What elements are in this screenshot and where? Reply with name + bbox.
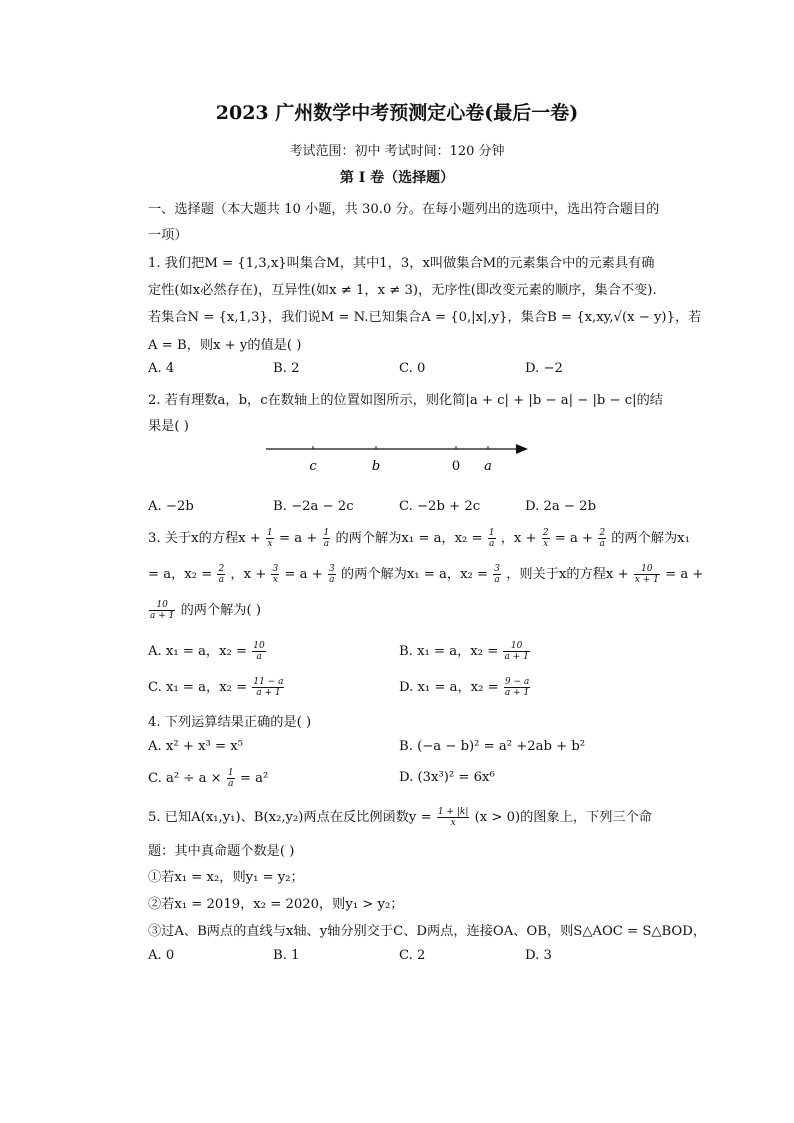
q1-option-d[interactable]: D. −2 — [525, 361, 563, 376]
q5-text-line2: 题：其中真命题个数是( ) — [148, 844, 295, 859]
denominator: a + 1 — [504, 652, 529, 662]
q3-seg: 的两个解为x₁ = a，x₂ = — [335, 531, 483, 546]
numerator: 2 — [599, 528, 606, 538]
q3-option-b[interactable] — [399, 640, 531, 662]
option-text: B. x₁ = a，x₂ = — [399, 644, 499, 659]
fraction — [488, 528, 496, 549]
q4-text-line1: 4. 下列运算结果正确的是( ) — [148, 715, 312, 730]
fraction — [227, 768, 235, 789]
q1-option-b[interactable]: B. 2 — [273, 361, 300, 376]
axis-label-b: b — [371, 459, 381, 474]
q2-option-d[interactable]: D. 2a − 2b — [525, 499, 597, 514]
fraction — [493, 564, 501, 585]
denominator: a — [599, 539, 605, 549]
fraction — [598, 528, 606, 549]
fraction — [217, 564, 225, 585]
q5-option-c[interactable]: C. 2 — [399, 948, 426, 963]
axis-label-c: c — [309, 459, 317, 474]
fraction — [323, 528, 331, 549]
q3-option-d[interactable] — [399, 676, 531, 698]
fraction — [542, 528, 550, 549]
numerator: 10 — [253, 641, 265, 651]
denominator: x — [272, 575, 278, 585]
option-text: = a² — [239, 771, 269, 786]
axis-label-a: a — [484, 459, 492, 474]
numerator: 1 — [323, 528, 330, 538]
q3-seg: = a + — [278, 531, 318, 546]
numerator: 9 − a — [504, 677, 530, 687]
q5-seg: 5. 已知A(x₁,y₁)、B(x₂,y₂)两点在反比例函数y = — [148, 810, 432, 825]
q1-text-line1: 1. 我们把M = {1,3,x}叫集合M，其中1，3，x叫做集合M的元素集合中的元素具有确 — [148, 256, 655, 271]
numerator: 2 — [542, 528, 549, 538]
fraction — [149, 600, 175, 621]
q3-seg: 的两个解为x₁ = a，x₂ = — [340, 567, 489, 582]
numerator: 1 + |k| — [437, 807, 469, 817]
volume-heading: 第 I 卷（选择题） — [339, 170, 455, 186]
exam-info: 考试范围：初中 考试时间：120 分钟 — [289, 144, 505, 159]
fraction — [328, 564, 336, 585]
q4-option-a[interactable]: A. x² + x³ = x⁵ — [148, 739, 243, 754]
denominator: a — [323, 539, 330, 549]
q2-text-line1: 2. 若有理数a，b，c在数轴上的位置如图所示，则化简|a + c| + |b − a| − |b − c|的结 — [148, 393, 663, 408]
q3-seg: 的两个解为( ) — [180, 603, 261, 618]
q5-option-a[interactable]: A. 0 — [148, 948, 175, 963]
q3-text-line2 — [148, 563, 703, 585]
fraction — [503, 641, 529, 662]
numerator: 1 — [488, 528, 495, 538]
denominator: x — [450, 818, 456, 828]
q3-seg: = a，x₂ = — [148, 567, 213, 582]
fraction — [634, 564, 660, 585]
q4-option-b[interactable]: B. (−a − b)² = a² +2ab + b² — [399, 739, 586, 754]
denominator: a — [218, 575, 225, 585]
fraction — [437, 807, 470, 828]
denominator: x — [267, 539, 273, 549]
q4-option-d[interactable]: D. (3x³)² = 6x⁶ — [399, 770, 495, 785]
denominator: x — [543, 539, 549, 549]
q5-statement-1: ①若x₁ = x₂，则y₁ = y₂； — [148, 870, 304, 885]
q3-seg: = a + — [665, 567, 704, 582]
numerator: 3 — [272, 564, 279, 574]
q1-text-line4: A = B，则x + y的值是( ) — [148, 338, 302, 353]
denominator: a — [494, 575, 500, 585]
section-instruction-cont: 一项） — [148, 228, 188, 243]
number-line-figure — [266, 437, 536, 477]
q2-option-a[interactable]: A. −2b — [148, 499, 194, 514]
fraction — [504, 677, 530, 698]
section-instruction: 一、选择题（本大题共 10 小题，共 30.0 分。在每小题列出的选项中，选出符合题目的 — [148, 202, 660, 217]
page-title: 2023 广州数学中考预测定心卷(最后一卷) — [215, 102, 579, 124]
option-text: C. x₁ = a，x₂ = — [148, 680, 248, 695]
denominator: a — [256, 652, 262, 662]
q5-option-d[interactable]: D. 3 — [525, 948, 552, 963]
q2-text-line2: 果是( ) — [148, 419, 189, 434]
q4-option-c[interactable] — [148, 768, 268, 789]
q2-option-b[interactable]: B. −2a − 2c — [273, 499, 354, 514]
fraction — [271, 564, 279, 585]
q3-option-a[interactable] — [148, 640, 267, 662]
q5-text-line1 — [148, 806, 652, 828]
q3-seg: 的两个解为x₁ — [611, 531, 690, 546]
q2-option-c[interactable]: C. −2b + 2c — [399, 499, 481, 514]
q1-option-c[interactable]: C. 0 — [399, 361, 426, 376]
q5-statement-3: ③过A、B两点的直线与x轴、y轴分别交于C、D两点，连接OA、OB，则S△AOC = S△BOD， — [148, 924, 707, 939]
numerator: 11 − a — [253, 677, 284, 687]
q3-seg: ，x + — [500, 531, 537, 546]
numerator: 1 — [267, 528, 273, 538]
q3-seg: = a + — [284, 567, 323, 582]
numerator: 10 — [149, 600, 175, 611]
numerator: 2 — [218, 564, 225, 574]
q3-text-line1 — [148, 527, 690, 549]
axis-label-0: 0 — [451, 459, 461, 474]
numerator: 3 — [328, 564, 335, 574]
denominator: a + 1 — [256, 688, 281, 698]
q1-text-line2: 定性(如x必然存在)，互异性(如x ≠ 1，x ≠ 3)，无序性(即改变元素的顺序，集合不变). — [148, 283, 657, 298]
fraction — [252, 677, 284, 698]
numerator: 10 — [634, 564, 660, 575]
q3-seg: ，x + — [230, 567, 267, 582]
fraction — [252, 641, 265, 662]
q5-statement-2: ②若x₁ = 2019，x₂ = 2020，则y₁ > y₂； — [148, 897, 404, 912]
q1-text-line3: 若集合N = {x,1,3}，我们说M = N.已知集合A = {0,|x|,y}，集合B = {x,xy,√(x − y)}，若 — [148, 310, 702, 325]
numerator: 10 — [503, 641, 529, 652]
q3-seg: 3. 关于x的方程x + — [148, 531, 261, 546]
denominator: a — [329, 575, 335, 585]
q5-seg: (x > 0)的图象上，下列三个命 — [474, 810, 652, 825]
denominator: a — [488, 539, 495, 549]
option-text: C. a² ÷ a × — [148, 771, 222, 786]
q5-option-b[interactable]: B. 1 — [273, 948, 300, 963]
fraction — [266, 528, 274, 549]
q3-option-c[interactable] — [148, 676, 285, 698]
denominator: a + 1 — [504, 688, 530, 698]
denominator: a + 1 — [150, 611, 175, 621]
denominator: a — [228, 779, 234, 789]
q3-seg: = a + — [554, 531, 594, 546]
q3-seg: ，则关于x的方程x + — [506, 567, 629, 582]
option-text: D. x₁ = a，x₂ = — [399, 680, 499, 695]
numerator: 1 — [227, 768, 234, 778]
option-text: A. x₁ = a，x₂ = — [148, 644, 248, 659]
q3-text-line3 — [148, 599, 261, 621]
denominator: x + 1 — [634, 575, 659, 585]
q1-option-a[interactable]: A. 4 — [148, 361, 175, 376]
numerator: 3 — [494, 564, 500, 574]
arrow-icon — [516, 444, 528, 454]
